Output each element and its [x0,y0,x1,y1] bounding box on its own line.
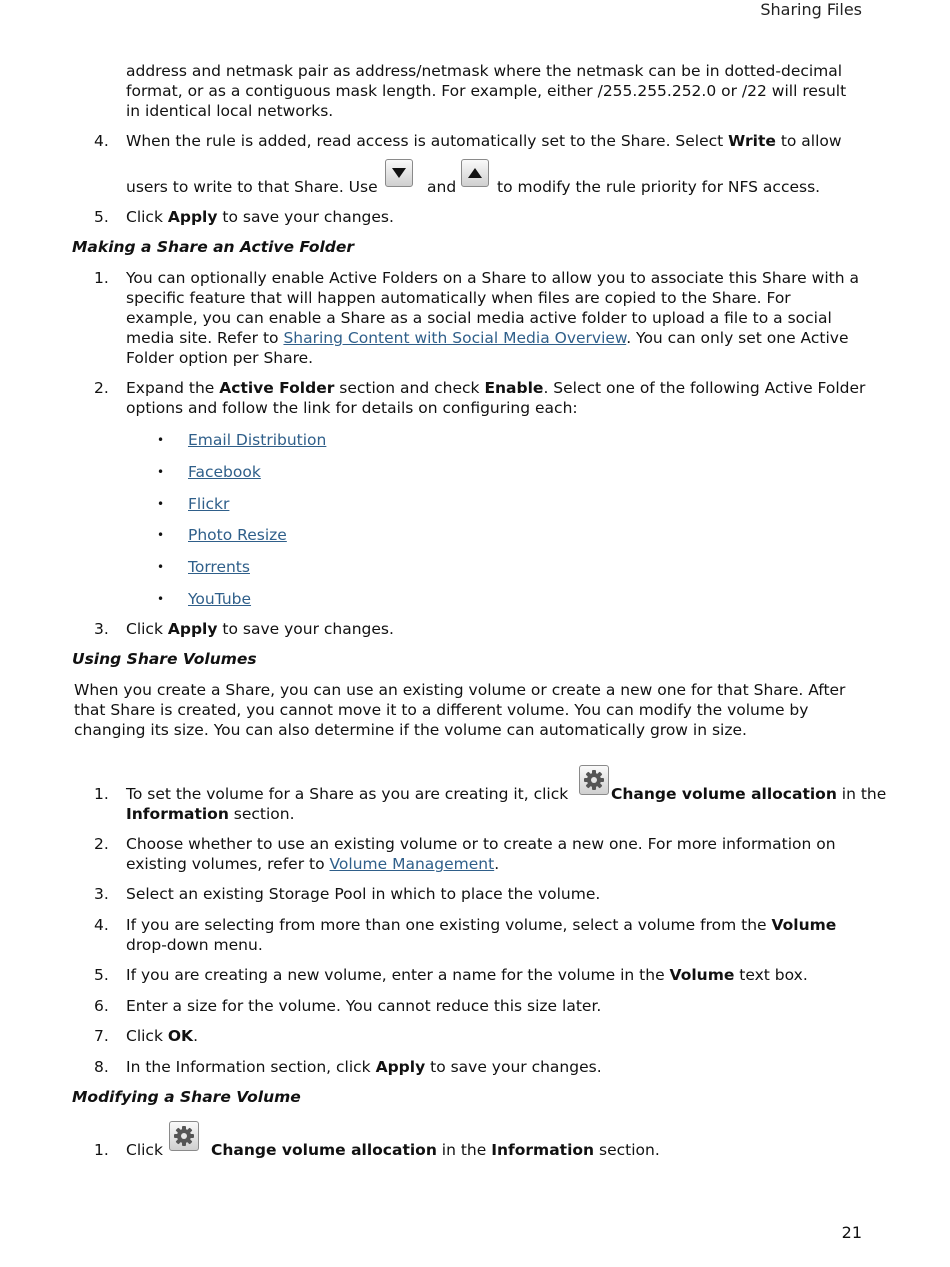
body-text: in identical local networks. [126,102,334,120]
bullet: • [157,497,165,511]
step-number: 7. [94,1027,109,1045]
step-text: Choose whether to use an existing volume or to create a new one. For more information on [126,835,836,853]
gear-icon [583,769,605,791]
step-text: You can optionally enable Active Folders on a Share to allow you to associate this Share with a [126,269,859,287]
step-text: Click [126,1141,163,1159]
step-text: existing volumes, refer to Volume Management. [126,855,500,873]
page-number: 21 [841,1223,862,1242]
link-social-media-overview[interactable]: Sharing Content with Social Media Overview [283,329,627,347]
step-text: Click Apply to save your changes. [126,208,394,226]
link-volume-management[interactable]: Volume Management [329,855,495,873]
step-text: options and follow the link for details on configuring each: [126,399,578,417]
step-number: 6. [94,997,109,1015]
step-text: When the rule is added, read access is automatically set to the Share. Select Write to allow [126,132,842,150]
step-number: 5. [94,966,109,984]
paragraph-text: changing its size. You can also determine if the volume can automatically grow in size. [74,721,747,739]
step-number: 1. [94,1141,109,1159]
step-text: Enter a size for the volume. You cannot reduce this size later. [126,997,602,1015]
step-text: Click OK. [126,1027,198,1045]
step-text: specific feature that will happen automatically when files are copied to the Share. For [126,289,791,307]
step-number: 1. [94,785,109,803]
gear-icon [173,1125,195,1147]
step-text: example, you can enable a Share as a social media active folder to upload a file to a social [126,309,832,327]
bullet: • [157,592,165,606]
step-text: drop-down menu. [126,936,263,954]
down-arrow-icon [391,167,407,179]
step-text: To set the volume for a Share as you are creating it, click [126,785,569,803]
step-number: 3. [94,620,109,638]
body-text: format, or as a contiguous mask length. For example, either /255.255.252.0 or /22 will result [126,82,847,100]
link-photo-resize[interactable]: Photo Resize [188,526,287,544]
move-up-button[interactable] [461,159,489,187]
link-youtube[interactable]: YouTube [188,590,252,608]
section-heading: Using Share Volumes [72,650,257,668]
bullet: • [157,528,165,542]
step-number: 2. [94,379,109,397]
step-text: Select an existing Storage Pool in which to place the volume. [126,885,601,903]
link-email-distribution[interactable]: Email Distribution [188,431,327,449]
step-text: to modify the rule priority for NFS access. [497,178,821,196]
step-number: 8. [94,1058,109,1076]
step-number: 1. [94,269,109,287]
link-torrents[interactable]: Torrents [188,558,250,576]
link-facebook[interactable]: Facebook [188,463,261,481]
move-down-button[interactable] [385,159,413,187]
change-volume-allocation-button[interactable] [169,1121,199,1151]
section-heading: Modifying a Share Volume [72,1088,301,1106]
paragraph-text: When you create a Share, you can use an existing volume or create a new one for that Share. After [74,681,846,699]
link-flickr[interactable]: Flickr [188,495,230,513]
step-text: media site. Refer to Sharing Content with Social Media Overview. You can only set one Active [126,329,849,347]
body-text: address and netmask pair as address/netmask where the netmask can be in dotted-decimal [126,62,843,80]
running-header: Sharing Files [760,0,862,19]
bullet: • [157,433,165,447]
step-text: If you are creating a new volume, enter a name for the volume in the Volume text box. [126,966,808,984]
step-text: Change volume allocation in the [611,785,887,803]
step-number: 3. [94,885,109,903]
paragraph-text: that Share is created, you cannot move it to a different volume. You can modify the volume by [74,701,809,719]
step-number: 4. [94,916,109,934]
step-text: Folder option per Share. [126,349,314,367]
step-text: Change volume allocation in the Information section. [211,1141,660,1159]
step-text: If you are selecting from more than one existing volume, select a volume from the Volume [126,916,837,934]
step-text: and [427,178,457,196]
step-number: 5. [94,208,109,226]
bullet: • [157,465,165,479]
up-arrow-icon [467,167,483,179]
step-text: In the Information section, click Apply to save your changes. [126,1058,602,1076]
step-text: Click Apply to save your changes. [126,620,394,638]
step-text: Expand the Active Folder section and check Enable. Select one of the following Active Folder [126,379,866,397]
step-text: users to write to that Share. Use [126,178,378,196]
step-text: Information section. [126,805,295,823]
step-number: 2. [94,835,109,853]
bullet: • [157,560,165,574]
step-number: 4. [94,132,109,150]
change-volume-allocation-button[interactable] [579,765,609,795]
section-heading: Making a Share an Active Folder [72,238,355,256]
